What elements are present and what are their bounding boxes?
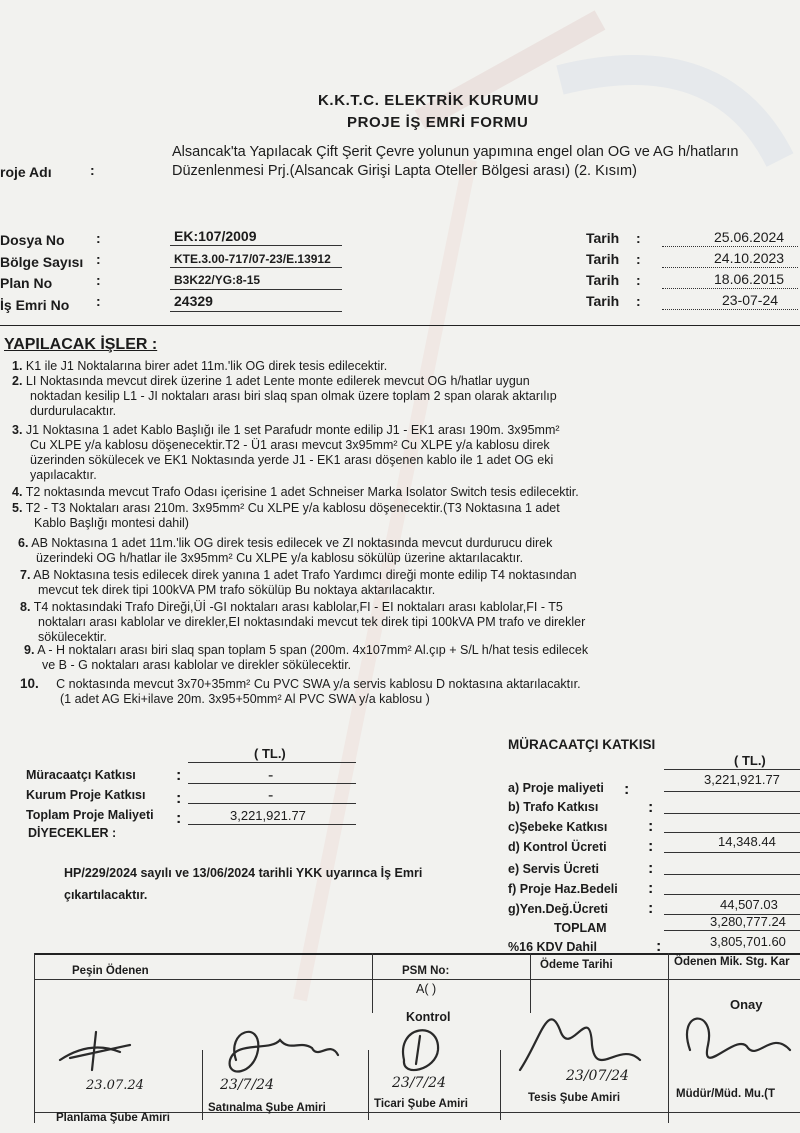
work-item-10: 10. C noktasında mevcut 3x70+35mm² Cu PVC SWA y/a servis kablosu D noktasına aktarılacaktır. (1 adet AG Eki+ilave 20m. 3x95+50mm² Al PVC SWA y/a kablosu )	[20, 676, 581, 706]
project-label: roje Adı	[0, 164, 52, 180]
cost-label: c)Şebeke Katkısı	[508, 820, 608, 834]
info-colon: :	[96, 251, 101, 267]
work-item-4: 4. T2 noktasında mevcut Trafo Odası içerisine 1 adet Schneiser Marka Isolator Switch tesis edilecektir.	[12, 485, 579, 499]
sig-label-satinalma: Satınalma Şube Amiri	[208, 1102, 326, 1114]
note-line-1: HP/229/2024 sayılı ve 13/06/2024 tarihli YKK uyarınca İş Emri	[64, 866, 423, 880]
info-label-plan: Plan No	[0, 275, 53, 291]
cost-colon: :	[176, 767, 182, 784]
cost-colon: :	[176, 810, 182, 827]
total-value: 3,280,777.24	[710, 914, 786, 929]
cost-value: 3,221,921.77	[230, 808, 306, 823]
info-date-isemri: 23-07-24	[722, 292, 779, 308]
note-line-2: çıkartılacaktır.	[64, 888, 148, 902]
signature-tesis	[520, 1019, 640, 1070]
sig-label-tesis: Tesis Şube Amiri	[528, 1092, 621, 1104]
info-date-dosya: 25.06.2024	[714, 229, 785, 245]
date-ticari: 23/7/24	[392, 1075, 446, 1091]
signature-satinalma	[230, 1032, 338, 1072]
works-heading: YAPILACAK İŞLER :	[4, 336, 158, 353]
info-colon: :	[636, 272, 641, 288]
work-item-8: 8. T4 noktasındaki Trafo Direği,Üİ -GI noktaları arası kablolar,FI - EI noktaları arası kablolar,FI - T5 noktaları arası kablolar ve direkler,EI noktasındaki mevcut tek direk tipi 100kVA PM trafo ve direkler sökülecektir.	[20, 600, 586, 644]
cost-colon: :	[648, 818, 654, 835]
info-colon: :	[636, 230, 641, 246]
cost-colon: :	[176, 790, 182, 807]
onay-label: Onay	[730, 997, 763, 1012]
sig-label-mudur: Müdür/Müd. Mu.(T	[676, 1088, 775, 1100]
kdv-label: %16 KDV Dahil	[508, 940, 597, 954]
info-date-label: Tarih	[586, 251, 620, 267]
info-value-bolge: KTE.3.00-717/07-23/E.13912	[174, 252, 331, 266]
info-value-dosya: EK:107/2009	[174, 228, 257, 244]
info-label-dosya: Dosya No	[0, 232, 65, 248]
date-planlama: 23.07.24	[86, 1078, 144, 1093]
right-unit: ( TL.)	[734, 753, 766, 768]
form-title: PROJE İŞ EMRİ FORMU	[347, 114, 529, 131]
cost-label: a) Proje maliyeti	[508, 781, 604, 795]
work-item-6: 6. AB Noktasına 1 adet 11m.'lik OG direk tesis edilecek ve ZI noktasında mevcut durdurucu direk üzerindeki OG h/hatlar ile 3x95mm² Cu XLPE y/a kablosu sökülüp üzerine aktarılacaktır.	[18, 536, 553, 565]
cost-colon: :	[624, 781, 630, 798]
info-colon: :	[636, 293, 641, 309]
cost-colon: :	[648, 799, 654, 816]
total-label: TOPLAM	[554, 921, 607, 935]
info-date-label: Tarih	[586, 230, 620, 246]
info-date-plan: 18.06.2015	[714, 271, 785, 287]
diyecekler: DİYECEKLER :	[28, 826, 117, 840]
info-date-label: Tarih	[586, 272, 620, 288]
info-label-isemri: İş Emri No	[0, 297, 70, 313]
info-colon: :	[96, 293, 101, 309]
work-item-3: 3. J1 Noktasına 1 adet Kablo Başlığı ile 1 set Parafudr monte edilip J1 - EK1 arası 190m. 3x95mm² Cu XLPE y/a kablosu döşenecektir.T2 - Ü1 arası mevcut 3x95mm² Cu XLPE y/a kablosu direk üzerinden sökülecek ve EK1 Noktasında yerde J1 - EK1 arası döşenen kablo ile 1 adet OG eki yapılacaktır.	[12, 423, 560, 482]
date-satinalma: 23/7/24	[220, 1077, 274, 1093]
sig-label-planlama: Planlama Şube Amiri	[56, 1112, 170, 1124]
work-item-9: 9. A - H noktaları arası biri slaq span toplam 5 span (200m. 4x107mm² Al.çıp + S/L h/hat tesis edilecek ve B - G noktaları arası kablolar ve direkler sökülecektir.	[24, 643, 589, 672]
cost-colon: :	[656, 938, 662, 955]
cost-label: e) Servis Ücreti	[508, 862, 600, 876]
cost-value: 14,348.44	[718, 834, 776, 849]
cost-colon: :	[648, 900, 654, 917]
cost-colon: :	[648, 880, 654, 897]
info-value-isemri: 24329	[174, 293, 213, 309]
info-label-bolge: Bölge Sayısı	[0, 254, 84, 270]
org-title: K.K.T.C. ELEKTRİK KURUMU	[318, 92, 540, 109]
cost-label: d) Kontrol Ücreti	[508, 840, 607, 854]
work-item-2: 2. LI Noktasında mevcut direk üzerine 1 adet Lente monte edilerek mevcut OG h/hatlar uygun noktadan kesilip L1 - JI noktaları arası biri slaq span olmak üzere toplam 2 span olarak aktarılıp durdurulacaktır.	[12, 374, 557, 418]
info-colon: :	[96, 230, 101, 246]
psm-label: PSM No:	[402, 965, 450, 977]
date-tesis: 23/07/24	[566, 1068, 629, 1084]
signature-ticari	[403, 1030, 438, 1070]
info-date-label: Tarih	[586, 293, 620, 309]
kontrol-label: Kontrol	[406, 1010, 451, 1024]
cost-label: Toplam Proje Maliyeti	[26, 808, 154, 822]
cost-colon: :	[648, 838, 654, 855]
info-value-plan: B3K22/YG:8-15	[174, 273, 261, 287]
ac-label: A( )	[416, 982, 437, 996]
project-line-2: Düzenlenmesi Prj.(Alsancak Girişi Lapta Oteller Bölgesi arası) (2. Kısım)	[172, 163, 637, 179]
project-line-1: Alsancak'ta Yapılacak Çift Şerit Çevre yolunun yapımına engel olan OG ve AG h/hatların	[172, 144, 739, 160]
info-date-bolge: 24.10.2023	[714, 250, 785, 266]
kdv-value: 3,805,701.60	[710, 934, 786, 949]
project-colon: :	[90, 162, 95, 178]
info-colon: :	[636, 251, 641, 267]
info-colon: :	[96, 272, 101, 288]
cost-label: Müracaatçı Katkısı	[26, 768, 136, 782]
cost-label: Kurum Proje Katkısı	[26, 788, 146, 802]
mik-label: Ödenen Mik. Stg. Kar	[674, 956, 790, 968]
sig-label-ticari: Ticari Şube Amiri	[374, 1098, 468, 1110]
signature-mudur	[687, 1019, 790, 1058]
work-item-7: 7. AB Noktasına tesis edilecek direk yanına 1 adet Trafo Yardımcı direği monte edilip T4 noktasından mevcut tek direk tipi 100kVA PM trafo sökülüp Bu noktaya aktarılacaktır.	[20, 568, 577, 597]
cost-value: -	[268, 767, 274, 784]
cost-label: b) Trafo Katkısı	[508, 800, 599, 814]
cost-colon: :	[648, 860, 654, 877]
cost-label: f) Proje Haz.Bedeli	[508, 882, 618, 896]
odeme-label: Ödeme Tarihi	[540, 959, 613, 971]
pesin-label: Peşin Ödenen	[72, 965, 149, 977]
cost-value: 3,221,921.77	[704, 772, 780, 787]
cost-value: 44,507.03	[720, 897, 778, 912]
signature-planlama	[60, 1032, 130, 1070]
work-item-1: 1. K1 ile J1 Noktalarına birer adet 11m.'lik OG direk tesis edilecektir.	[12, 359, 388, 373]
cost-value: -	[268, 787, 274, 804]
work-item-5: 5. T2 - T3 Noktaları arası 210m. 3x95mm² Cu XLPE y/a kablosu döşenecektir.(T3 Noktasına 1 adet Kablo Başlığı montesi dahil)	[12, 501, 560, 530]
left-unit: ( TL.)	[254, 746, 286, 761]
right-heading: MÜRACAATÇI KATKISI	[508, 737, 656, 752]
cost-label: g)Yen.Değ.Ücreti	[508, 902, 609, 916]
